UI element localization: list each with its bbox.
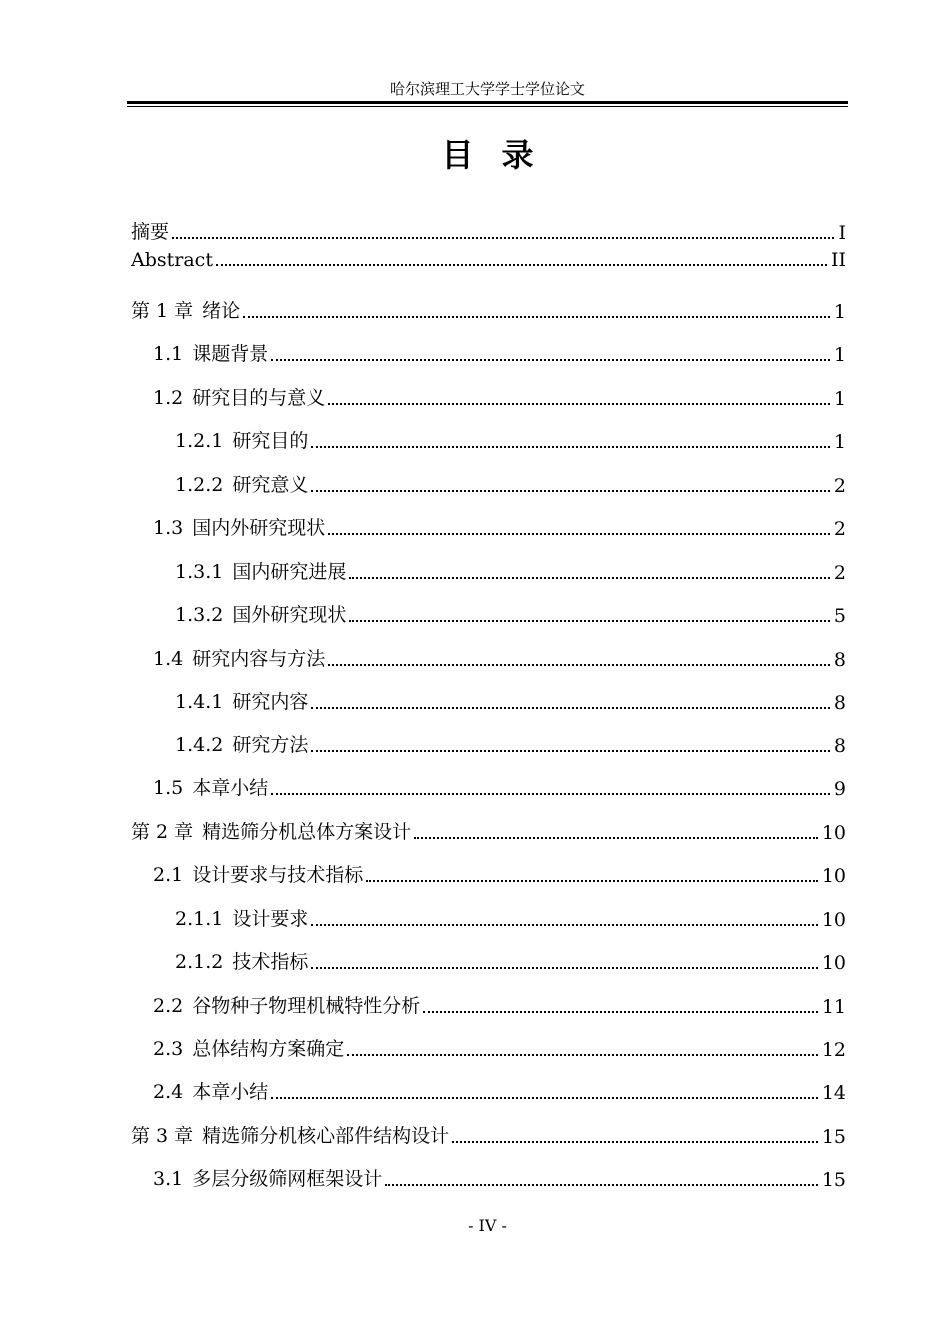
toc-entry[interactable]	[131, 514, 846, 540]
toc-entry[interactable]	[131, 1078, 846, 1104]
toc-entry-title: 谷物种子物理机械特性分析	[192, 995, 421, 1017]
toc-entry-title: 研究意义	[232, 474, 309, 496]
toc-entry-page: 15	[821, 1169, 846, 1191]
running-header: 哈尔滨理工大学学士学位论文	[389, 80, 585, 98]
toc-entry-label	[131, 426, 308, 453]
toc-entry-label	[131, 1034, 344, 1061]
toc-entry[interactable]	[131, 297, 846, 323]
toc-dot-leader	[347, 1054, 818, 1056]
toc-entry-page: I	[838, 222, 846, 244]
toc-dot-leader	[311, 707, 830, 709]
toc-entry-number: 1.2.1	[175, 430, 224, 452]
toc-entry[interactable]	[131, 905, 846, 931]
toc-entry-title: 研究目的与意义	[192, 387, 326, 409]
toc-entry-page: 8	[833, 692, 846, 714]
toc-entry-label	[131, 513, 325, 540]
toc-entry-number: 第 1 章	[131, 300, 194, 322]
toc-entry-number: 3.1	[153, 1168, 184, 1190]
page-title: 目录	[441, 136, 562, 174]
toc-entry-page: 2	[833, 518, 846, 540]
toc-entry[interactable]	[131, 601, 846, 627]
toc-entry-label	[131, 600, 346, 627]
toc-dot-leader	[311, 490, 830, 492]
toc-entry[interactable]	[131, 340, 846, 366]
toc-dot-leader	[414, 837, 818, 839]
toc-entry-label	[131, 644, 325, 671]
toc-entry-label	[131, 249, 213, 271]
toc-dot-leader	[311, 967, 817, 969]
toc-entry-title: 研究内容	[232, 691, 309, 713]
toc-entry-page: 2	[833, 562, 846, 584]
toc-entry-number: 1.1	[153, 343, 184, 365]
toc-entry[interactable]	[131, 1122, 846, 1148]
toc-entry-page: 8	[833, 735, 846, 757]
toc-entry-label	[131, 1077, 268, 1104]
toc-entry-title: 技术指标	[232, 951, 309, 973]
toc-entry-page: II	[830, 249, 846, 271]
toc-entry-title: Abstract	[131, 249, 213, 271]
toc-entry-title: 国内研究进展	[232, 561, 347, 583]
toc-entry-label	[131, 991, 420, 1018]
toc-entry-label	[131, 383, 325, 410]
toc-entry-number: 1.4.1	[175, 691, 224, 713]
toc-entry[interactable]	[131, 245, 846, 271]
toc-entry-label	[131, 217, 169, 244]
toc-entry-page: 1	[833, 344, 846, 366]
toc-entry[interactable]	[131, 731, 846, 757]
toc-entry-page: 14	[821, 1082, 846, 1104]
toc-entry[interactable]	[131, 818, 846, 844]
toc-entry-page: 10	[821, 909, 846, 931]
toc-dot-leader	[385, 1184, 818, 1186]
header-rule-thin	[127, 106, 848, 107]
toc-entry-label	[131, 817, 411, 844]
toc-entry-page: 10	[821, 822, 846, 844]
toc-dot-leader	[366, 880, 818, 882]
toc-entry-number: 2.1	[153, 864, 184, 886]
toc-entry-title: 摘要	[131, 221, 170, 243]
toc-entry-number: 1.4	[153, 648, 184, 670]
toc-entry-number: 1.3.2	[175, 604, 224, 626]
toc-dot-leader	[243, 316, 830, 318]
toc-entry-title: 总体结构方案确定	[192, 1038, 345, 1060]
toc-entry-number: 1.3.1	[175, 561, 224, 583]
toc-entry-title: 课题背景	[192, 343, 269, 365]
toc-entry-label	[131, 557, 346, 584]
toc-entry-page: 5	[833, 605, 846, 627]
toc-entry[interactable]	[131, 558, 846, 584]
toc-entry-number: 1.3	[153, 517, 184, 539]
toc-dot-leader	[271, 359, 830, 361]
toc-entry[interactable]	[131, 948, 846, 974]
toc-entry-title: 多层分级筛网框架设计	[192, 1168, 383, 1190]
toc-entry-title: 本章小结	[192, 1081, 269, 1103]
toc-entry-number: 1.2.2	[175, 474, 224, 496]
toc-entry-title: 精选筛分机核心部件结构设计	[202, 1125, 450, 1147]
toc-entry-number: 1.4.2	[175, 734, 224, 756]
toc-entry[interactable]	[131, 861, 846, 887]
toc-dot-leader	[423, 1011, 818, 1013]
toc-entry-page: 9	[833, 778, 846, 800]
toc-entry-number: 2.4	[153, 1081, 184, 1103]
toc-entry-title: 设计要求	[232, 908, 309, 930]
toc-entry-page: 12	[821, 1039, 846, 1061]
toc-entry-page: 8	[833, 649, 846, 671]
toc-entry-label	[131, 904, 308, 931]
toc-dot-leader	[328, 664, 830, 666]
toc-entry-number: 1.5	[153, 777, 184, 799]
toc-entry[interactable]	[131, 992, 846, 1018]
toc-dot-leader	[328, 403, 830, 405]
header-rule-thick	[127, 101, 848, 104]
toc-dot-leader	[311, 924, 817, 926]
toc-entry[interactable]	[131, 688, 846, 714]
toc-entry-title: 本章小结	[192, 777, 269, 799]
toc-dot-leader	[311, 750, 830, 752]
toc-entry-number: 2.1.1	[175, 908, 224, 930]
toc-entry-label	[131, 730, 308, 757]
toc-dot-leader	[452, 1141, 818, 1143]
toc-entry-label	[131, 339, 268, 366]
toc-entry-page: 10	[821, 865, 846, 887]
toc-entry-number: 1.2	[153, 387, 184, 409]
toc-entry-page: 1	[833, 431, 846, 453]
toc-dot-leader	[349, 577, 830, 579]
toc-dot-leader	[311, 446, 830, 448]
page-number: - IV -	[468, 1216, 507, 1235]
toc-entry-number: 第 2 章	[131, 821, 194, 843]
toc-dot-leader	[349, 620, 830, 622]
toc-entry-page: 1	[833, 388, 846, 410]
toc-entry-title: 精选筛分机总体方案设计	[202, 821, 412, 843]
toc-dot-leader	[172, 237, 834, 239]
toc-entry-label	[131, 773, 268, 800]
toc-entry-label	[131, 947, 308, 974]
toc-entry-page: 11	[821, 996, 846, 1018]
toc-entry[interactable]	[131, 1035, 846, 1061]
toc-entry[interactable]	[131, 384, 846, 410]
toc-entry-number: 第 3 章	[131, 1125, 194, 1147]
toc-entry-title: 研究内容与方法	[192, 648, 326, 670]
toc-entry[interactable]	[131, 1165, 846, 1191]
toc-entry-label	[131, 860, 363, 887]
toc-entry[interactable]	[131, 427, 846, 453]
toc-entry-label	[131, 687, 308, 714]
toc-entry-page: 1	[833, 301, 846, 323]
toc-entry-title: 国内外研究现状	[192, 517, 326, 539]
toc-entry[interactable]	[131, 645, 846, 671]
toc-entry-page: 10	[821, 952, 846, 974]
toc-entry-title: 研究目的	[232, 430, 309, 452]
toc-entry-label	[131, 296, 240, 323]
toc-entry-number: 2.2	[153, 995, 184, 1017]
toc-entry-number: 2.3	[153, 1038, 184, 1060]
toc-dot-leader	[216, 264, 827, 266]
toc-entry-title: 国外研究现状	[232, 604, 347, 626]
toc-entry[interactable]	[131, 218, 846, 244]
toc-entry[interactable]	[131, 471, 846, 497]
toc-dot-leader	[271, 793, 830, 795]
toc-entry-label	[131, 1121, 449, 1148]
toc-entry-title: 研究方法	[232, 734, 309, 756]
toc-entry-page: 2	[833, 475, 846, 497]
toc-entry-title: 设计要求与技术指标	[192, 864, 364, 886]
toc-entry-number: 2.1.2	[175, 951, 224, 973]
toc-entry-page: 15	[821, 1126, 846, 1148]
toc-dot-leader	[328, 533, 830, 535]
toc-entry-label	[131, 470, 308, 497]
toc-entry-title: 绪论	[202, 300, 241, 322]
toc-entry-label	[131, 1164, 382, 1191]
toc-entry[interactable]	[131, 774, 846, 800]
toc-dot-leader	[271, 1097, 818, 1099]
